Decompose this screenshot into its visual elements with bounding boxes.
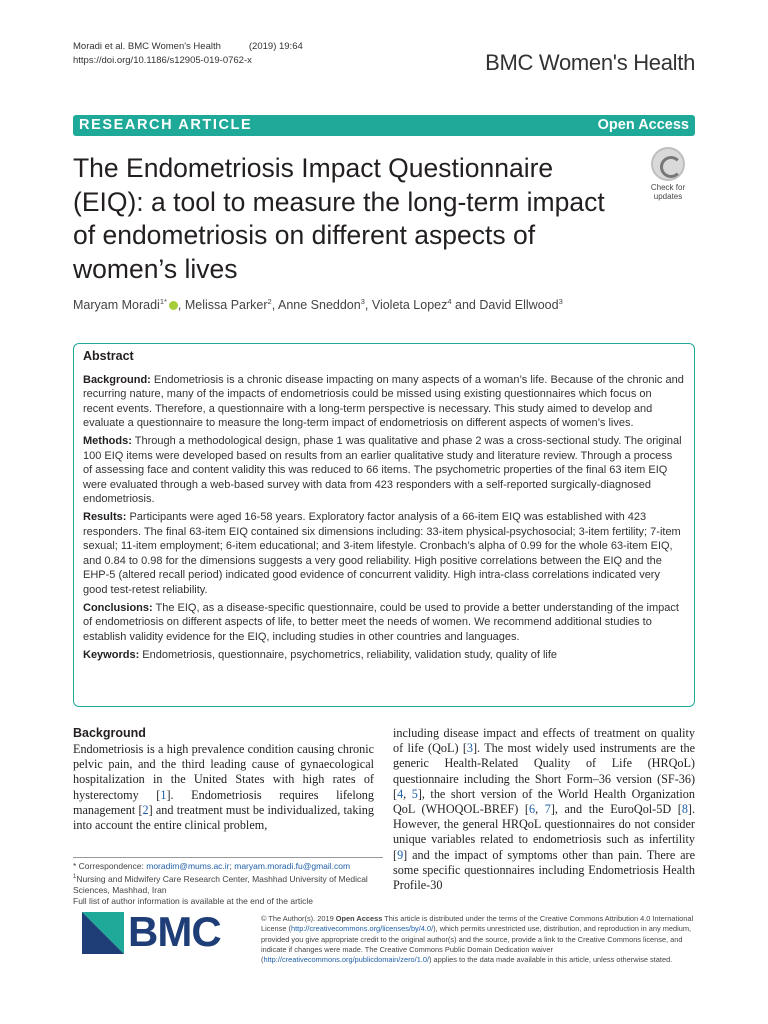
email-link[interactable]: maryam.moradi.fu@gmail.com [234, 861, 351, 871]
citation: Moradi et al. BMC Women's Health [73, 41, 221, 52]
article-title: The Endometriosis Impact Questionnaire (EIQ): a tool to measure the long-term impact of endometriosis on different aspects of women’s lives [73, 153, 605, 284]
author-name[interactable]: Violeta Lopez [371, 298, 448, 313]
bmc-wordmark: BMC [128, 908, 221, 955]
author-name[interactable]: David Ellwood [479, 298, 559, 313]
bmc-logo-mark-icon [82, 912, 124, 954]
citation-link[interactable]: 4 [397, 786, 404, 801]
abstract-box [73, 343, 695, 707]
author-separator: , [271, 298, 278, 313]
abstract-heading: Abstract [83, 349, 134, 363]
author-separator: and [451, 298, 480, 313]
doi-link[interactable]: https://doi.org/10.1186/s12905-019-0762-x [73, 55, 252, 66]
abstract-keywords: Keywords: Endometriosis, questionnaire, psychometrics, reliability, validation study, quality of life [83, 648, 558, 661]
waiver-link[interactable]: http://creativecommons.org/publicdomain/zero/1.0/ [263, 955, 430, 965]
author-separator: , [177, 298, 185, 313]
article-type: RESEARCH ARTICLE [79, 117, 253, 133]
journal-name: BMC Women's Health [485, 50, 695, 75]
open-access-label: Open Access [597, 117, 689, 133]
body-column-right: including disease impact and effects of treatment on quality of life (QoL) [3]. The most widely used instruments are the generic Health-Related Quality of Life (HRQoL) questionnaire including the Short Form–36 version (SF-36) [4, 5], the short version of the World Health Organization QoL (WHOQOL-BREF) [6, 7], and the EuroQol-5D [8]. However, the general HRQoL questionnaires do not consider unique variables related to endometriosis such as infertility [9] and the impact of symptoms other than pain. There are some specific questionnaires including Endometriosis Health Profile-30 [393, 726, 696, 893]
license-statement: © The Author(s). 2019 Open Access This article is distributed under the terms of the Creative Commons Attribution 4.0 International License (http://creativecommons.org/licenses/by/4.0/), which permits unrestricted use, distribution, and reproduction in any medium, provided you give appropriate credit to the original author(s) and the source, provide a link to the Creative Commons license, and indicate if changes were made. The Creative Commons Public Domain Dedication waiver (http://creativecommons.org/publicdomain/zero/1.0/) applies to the data made available in this article, unless otherwise stated. [261, 914, 694, 965]
author-affil: 1* [159, 297, 167, 306]
license-link[interactable]: http://creativecommons.org/licenses/by/4.0/ [291, 924, 434, 934]
bmc-logo [82, 908, 242, 955]
author-list [73, 297, 563, 312]
citation-link[interactable]: 6 [528, 802, 536, 817]
check-updates-line1: Check for [650, 183, 686, 192]
check-updates-line2: updates [653, 192, 683, 201]
abstract-background: Background: Endometriosis is a chronic disease impacting on many aspects of a woman’s life. Because of the chronic and recurring nature, many of the impacts of endometriosis could be missed using existing questionnaires which focus on recent events. Therefore, a questionnaire with a long-term perspective is necessary. This study aimed to develop and evaluate a questionnaire to measure the long-term impact of endometriosis on different aspects of women’s lives. [83, 373, 684, 429]
abstract-results: Results: Participants were aged 16-58 years. Exploratory factor analysis of a 66-item EIQ was established with 423 responders. The final 63-item EIQ contained six dimensions including: 33-item physical-psychosocial; 3-item fertility; 7-item sexual; 11-item employment; 6-item educational; and 3-item lifestyle. Cronbach’s alpha of 0.99 for the whole 63-item EIQ, and 0.84 to 0.98 for the dimensions suggests a very good reliability. High positive correlations between the EIQ and the EHP-5 (altered recall period) indicated good evidence of concurrent validity. High intra-class correlations indicated very good test-retest reliability. [83, 511, 681, 596]
check-for-updates-badge[interactable] [640, 145, 696, 207]
abstract-conclusions: Conclusions: The EIQ, as a disease-specific questionnaire, could be used to provide a better understanding of the impact of endometriosis on different aspects of life, to better meet the needs of women. We recommend additional studies to establish validity evidence for the EIQ, including studies in other countries and languages. [83, 601, 679, 643]
author-affil: 3 [558, 297, 563, 306]
section-heading: Background [73, 726, 146, 740]
citation-link[interactable]: 5 [411, 786, 418, 801]
author-affil: 4 [447, 297, 452, 306]
citation-link[interactable]: 8 [681, 802, 688, 817]
citation-link[interactable]: 9 [397, 847, 404, 862]
citation-link[interactable]: 1 [160, 787, 167, 802]
affiliation: Nursing and Midwifery Care Research Center, Mashhad University of Medical Sciences, Mashhad, Iran [73, 873, 368, 895]
correspondence-footnote: * Correspondence: moradim@mums.ac.ir; maryam.moradi.fu@gmail.com $^1$Nursing and Midwifery Care Research Center, Mashhad University of Medical Sciences, Mashhad, Iran Full list of author information is available at the end of the article [73, 857, 383, 907]
author-name[interactable]: Melissa Parker [184, 298, 268, 313]
author-name[interactable]: Anne Sneddon [277, 298, 361, 313]
article-type-banner [73, 115, 695, 136]
author-affil: 2 [267, 297, 272, 306]
body-column-left: Background Endometriosis is a high prevalence condition causing chronic pelvic pain, and the third leading cause of gynaecological hospitalization in the United States with high rates of hysterectomy [1]. Endometriosis requires lifelong management [2] and treatment must be individualized, taking into account the entire clinical problem, [73, 726, 374, 833]
author-name[interactable]: Maryam Moradi [73, 298, 160, 313]
citation-link[interactable]: 7 [544, 802, 551, 817]
update-icon [651, 147, 685, 181]
orcid-icon[interactable] [169, 301, 178, 310]
year-volume: (2019) 19:64 [248, 41, 303, 52]
running-header [73, 40, 303, 68]
author-affil: 3 [360, 297, 365, 306]
author-separator: , [364, 298, 372, 313]
author-info-note: Full list of author information is available at the end of the article [73, 895, 314, 906]
citation-link[interactable]: 2 [142, 802, 149, 817]
citation-link[interactable]: 3 [466, 741, 473, 756]
abstract-methods: Methods: Through a methodological design, phase 1 was qualitative and phase 2 was a cross-sectional study. The original 100 EIQ items were developed based on results from an earlier qualitative study and literature review. Through a process of assessing face and content validity this was reduced to 66 items. The psychometric properties of the final 63 item EIQ were evaluated through a web-based survey with data from 423 responders with a self-reported surgically-diagnosed endometriosis. [83, 435, 682, 505]
email-link[interactable]: moradim@mums.ac.ir [146, 861, 230, 871]
